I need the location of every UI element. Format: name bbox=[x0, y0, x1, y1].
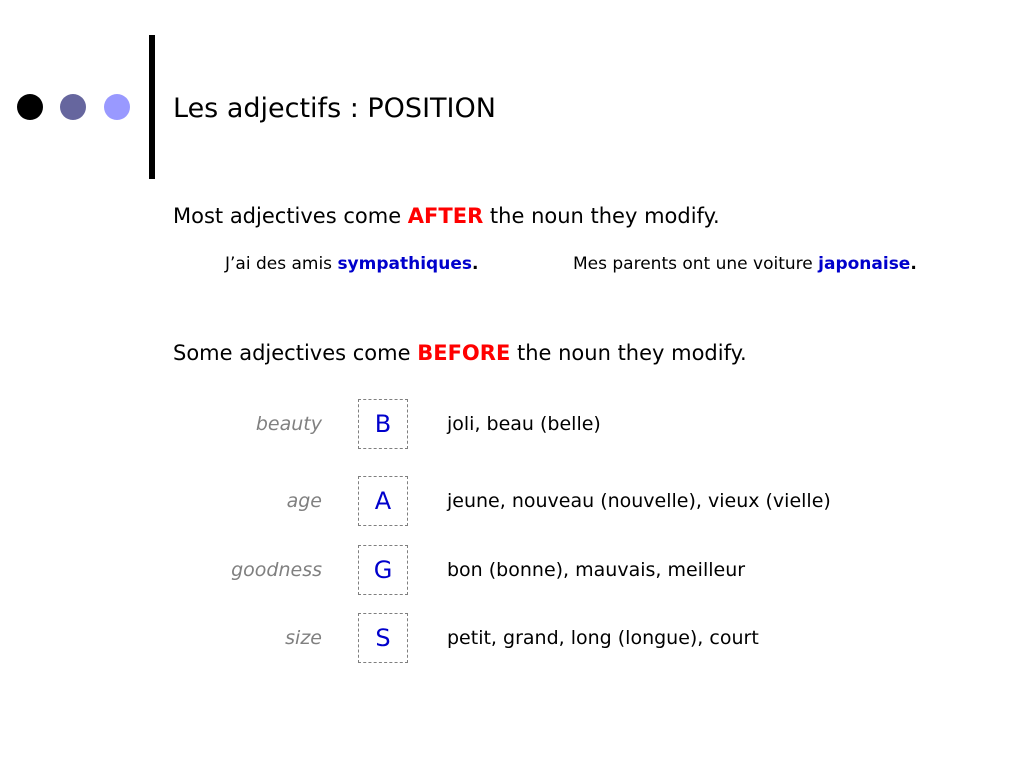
example-prefix: J’ai des amis bbox=[225, 254, 338, 274]
after-keyword: AFTER bbox=[407, 204, 484, 228]
decorative-dot-black bbox=[17, 94, 43, 120]
bags-category: goodness bbox=[231, 559, 322, 581]
bags-examples: joli, beau (belle) bbox=[447, 413, 601, 435]
bags-row-size bbox=[0, 625, 1024, 677]
before-rule-prefix: Some adjectives come bbox=[173, 341, 418, 365]
example-adjective: japonaise bbox=[818, 254, 911, 274]
bags-letter-box: A bbox=[358, 476, 408, 526]
bags-examples: jeune, nouveau (nouvelle), vieux (vielle) bbox=[447, 490, 831, 512]
title-divider-bar bbox=[149, 35, 155, 179]
before-rule-suffix: the noun they modify. bbox=[510, 341, 747, 365]
bags-category: age bbox=[286, 490, 322, 512]
slide-title: Les adjectifs : POSITION bbox=[173, 93, 496, 124]
decorative-dot-lavender bbox=[104, 94, 130, 120]
bags-row-beauty bbox=[0, 411, 1024, 463]
after-rule-statement bbox=[173, 202, 720, 230]
example-punctuation: . bbox=[910, 254, 917, 274]
after-example-2 bbox=[573, 252, 917, 276]
before-keyword: BEFORE bbox=[417, 341, 511, 365]
bags-examples: petit, grand, long (longue), court bbox=[447, 627, 759, 649]
example-punctuation: . bbox=[471, 254, 479, 274]
example-prefix: Mes parents ont une voiture bbox=[573, 254, 819, 274]
bags-row-age bbox=[0, 488, 1024, 540]
after-rule-suffix: the noun they modify. bbox=[483, 204, 720, 228]
bags-letter-box: B bbox=[358, 399, 408, 449]
bags-category: size bbox=[285, 627, 322, 649]
decorative-dot-slate bbox=[60, 94, 86, 120]
after-rule-prefix: Most adjectives come bbox=[173, 204, 408, 228]
before-rule-statement bbox=[173, 339, 747, 367]
bags-letter-box: S bbox=[358, 613, 408, 663]
after-example-1 bbox=[225, 252, 478, 276]
bags-category: beauty bbox=[255, 413, 322, 435]
example-adjective: sympathiques bbox=[337, 254, 472, 274]
bags-row-goodness bbox=[0, 557, 1024, 609]
bags-examples: bon (bonne), mauvais, meilleur bbox=[447, 559, 746, 581]
bags-letter-box: G bbox=[358, 545, 408, 595]
